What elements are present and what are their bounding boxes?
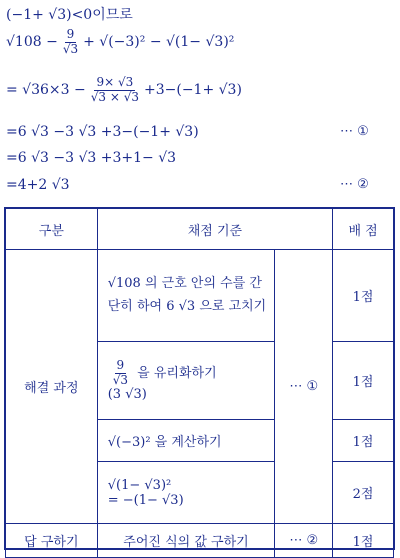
score-row-1: 1점 [333,250,394,342]
step-line-1 [6,76,242,105]
step-line-4: =4+2 √3 [6,177,70,193]
denominator: √3 [62,41,79,56]
criterion-row-4 [97,462,275,524]
score-row-3: 1점 [333,420,394,462]
criterion-row-2-text: 을 유리화하기 [137,365,217,381]
fraction [111,359,130,388]
criterion-row-1: √108 의 근호 안의 수를 간단히 하여 6 √3 으로 고치기 [97,250,275,342]
score-row-2: 1점 [333,342,394,420]
criterion-row-4-line-b: = −(1− √3) [107,492,184,508]
section-answer: 답 구하기 [6,524,98,558]
condition-line: (−1+ √3)<0이므로 [6,7,133,23]
scoring-table [5,208,394,558]
numerator: 9× √3 [96,75,134,89]
criterion-row-2-sub: (3 √3) [107,387,147,403]
criterion-row-3: √(−3)² 을 계산하기 [97,420,275,462]
step-line-2: =6 √3 −3 √3 +3−(−1+ √3) [6,124,199,140]
criterion-row-2 [97,342,275,420]
header-criteria: 채점 기준 [97,209,332,250]
section-marker-2: ⋯ ② [275,524,333,558]
denominator: √3 [112,372,129,387]
header-category: 구분 [6,209,98,250]
criterion-row-5: 주어진 식의 값 구하기 [97,524,275,558]
score-row-5: 1점 [333,524,394,558]
step1-part-a: = √36×3 − [6,82,86,99]
step1-part-b: +3−(−1+ √3) [143,82,242,99]
marker-2: ⋯ ② [340,177,369,192]
expression-line [6,28,234,57]
header-score: 배 점 [333,209,394,250]
step-line-3: =6 √3 −3 √3 +3+1− √3 [6,150,177,166]
marker-1: ⋯ ① [340,124,369,139]
denominator: √3 × √3 [90,89,139,104]
section-solution: 해결 과정 [6,250,98,524]
expr-part-b: + √(−3)² − √(1− √3)² [83,34,235,51]
numerator: 9 [66,27,75,41]
score-row-4: 2점 [333,462,394,524]
expr-part-a: √108 − [6,34,58,51]
fraction [89,76,141,105]
fraction [61,28,80,57]
section-marker-1: ⋯ ① [275,250,333,524]
numerator: 9 [116,357,125,372]
criterion-row-4-line-a: √(1− √3)² [107,477,172,493]
